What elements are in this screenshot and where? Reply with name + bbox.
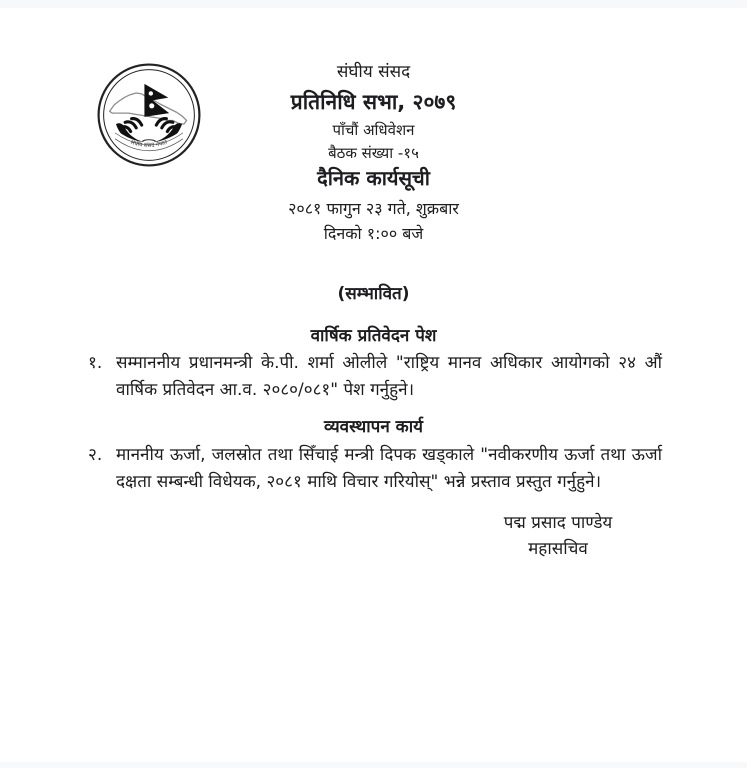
session-number: पाँचौं अधिवेशन [332,121,415,139]
signatory-title: महासचिव [528,539,588,559]
document-title: दैनिक कार्यसूची [317,166,430,190]
agenda-item-text: माननीय ऊर्जा, जलस्रोत तथा सिँचाई मन्त्री दिपक खड्काले "नवीकरणीय ऊर्जा तथा ऊर्जा दक्षता सम्बन्धी विधेयक, २०८१ माथि विचार गरियोस्" भन्ने प्रस्ताव प्रस्तुत गर्नुहुने। [116,445,662,492]
org-name: संघीय संसद [336,62,411,82]
signatory-name: पद्म प्रसाद पाण्डेय [503,513,613,533]
agenda-item-1 [88,350,662,404]
section-heading-legislative-business: व्यवस्थापन कार्य [324,417,423,437]
document-header [0,58,747,248]
signature-block [458,510,658,562]
house-name-year: प्रतिनिधि सभा, २०७९ [290,90,457,114]
meeting-time: दिनको १:०० बजे [323,224,424,243]
bottom-edge-strip [0,762,747,768]
provisional-label: (सम्भावित) [337,284,410,304]
agenda-item-number: २. [88,445,103,465]
section-heading-annual-report: वार्षिक प्रतिवेदन पेश [310,326,437,346]
meeting-date: २०८१ फागुन २३ गते, शुक्रबार [288,199,459,218]
emblem-ribbon-text: संघीय संसद नेपाल [129,139,169,150]
meeting-number: बैठक संख्या -१५ [328,144,419,162]
top-edge-strip [0,0,747,8]
agenda-item-2 [88,442,662,496]
agenda-item-text: सम्माननीय प्रधानमन्त्री के.पी. शर्मा ओलीले "राष्ट्रिय मानव अधिकार आयोगको २४ औं वार्षिक प्रतिवेदन आ.व. २०८०/०८१" पेश गर्नुहुने। [116,353,662,400]
agenda-item-number: १. [88,353,103,373]
